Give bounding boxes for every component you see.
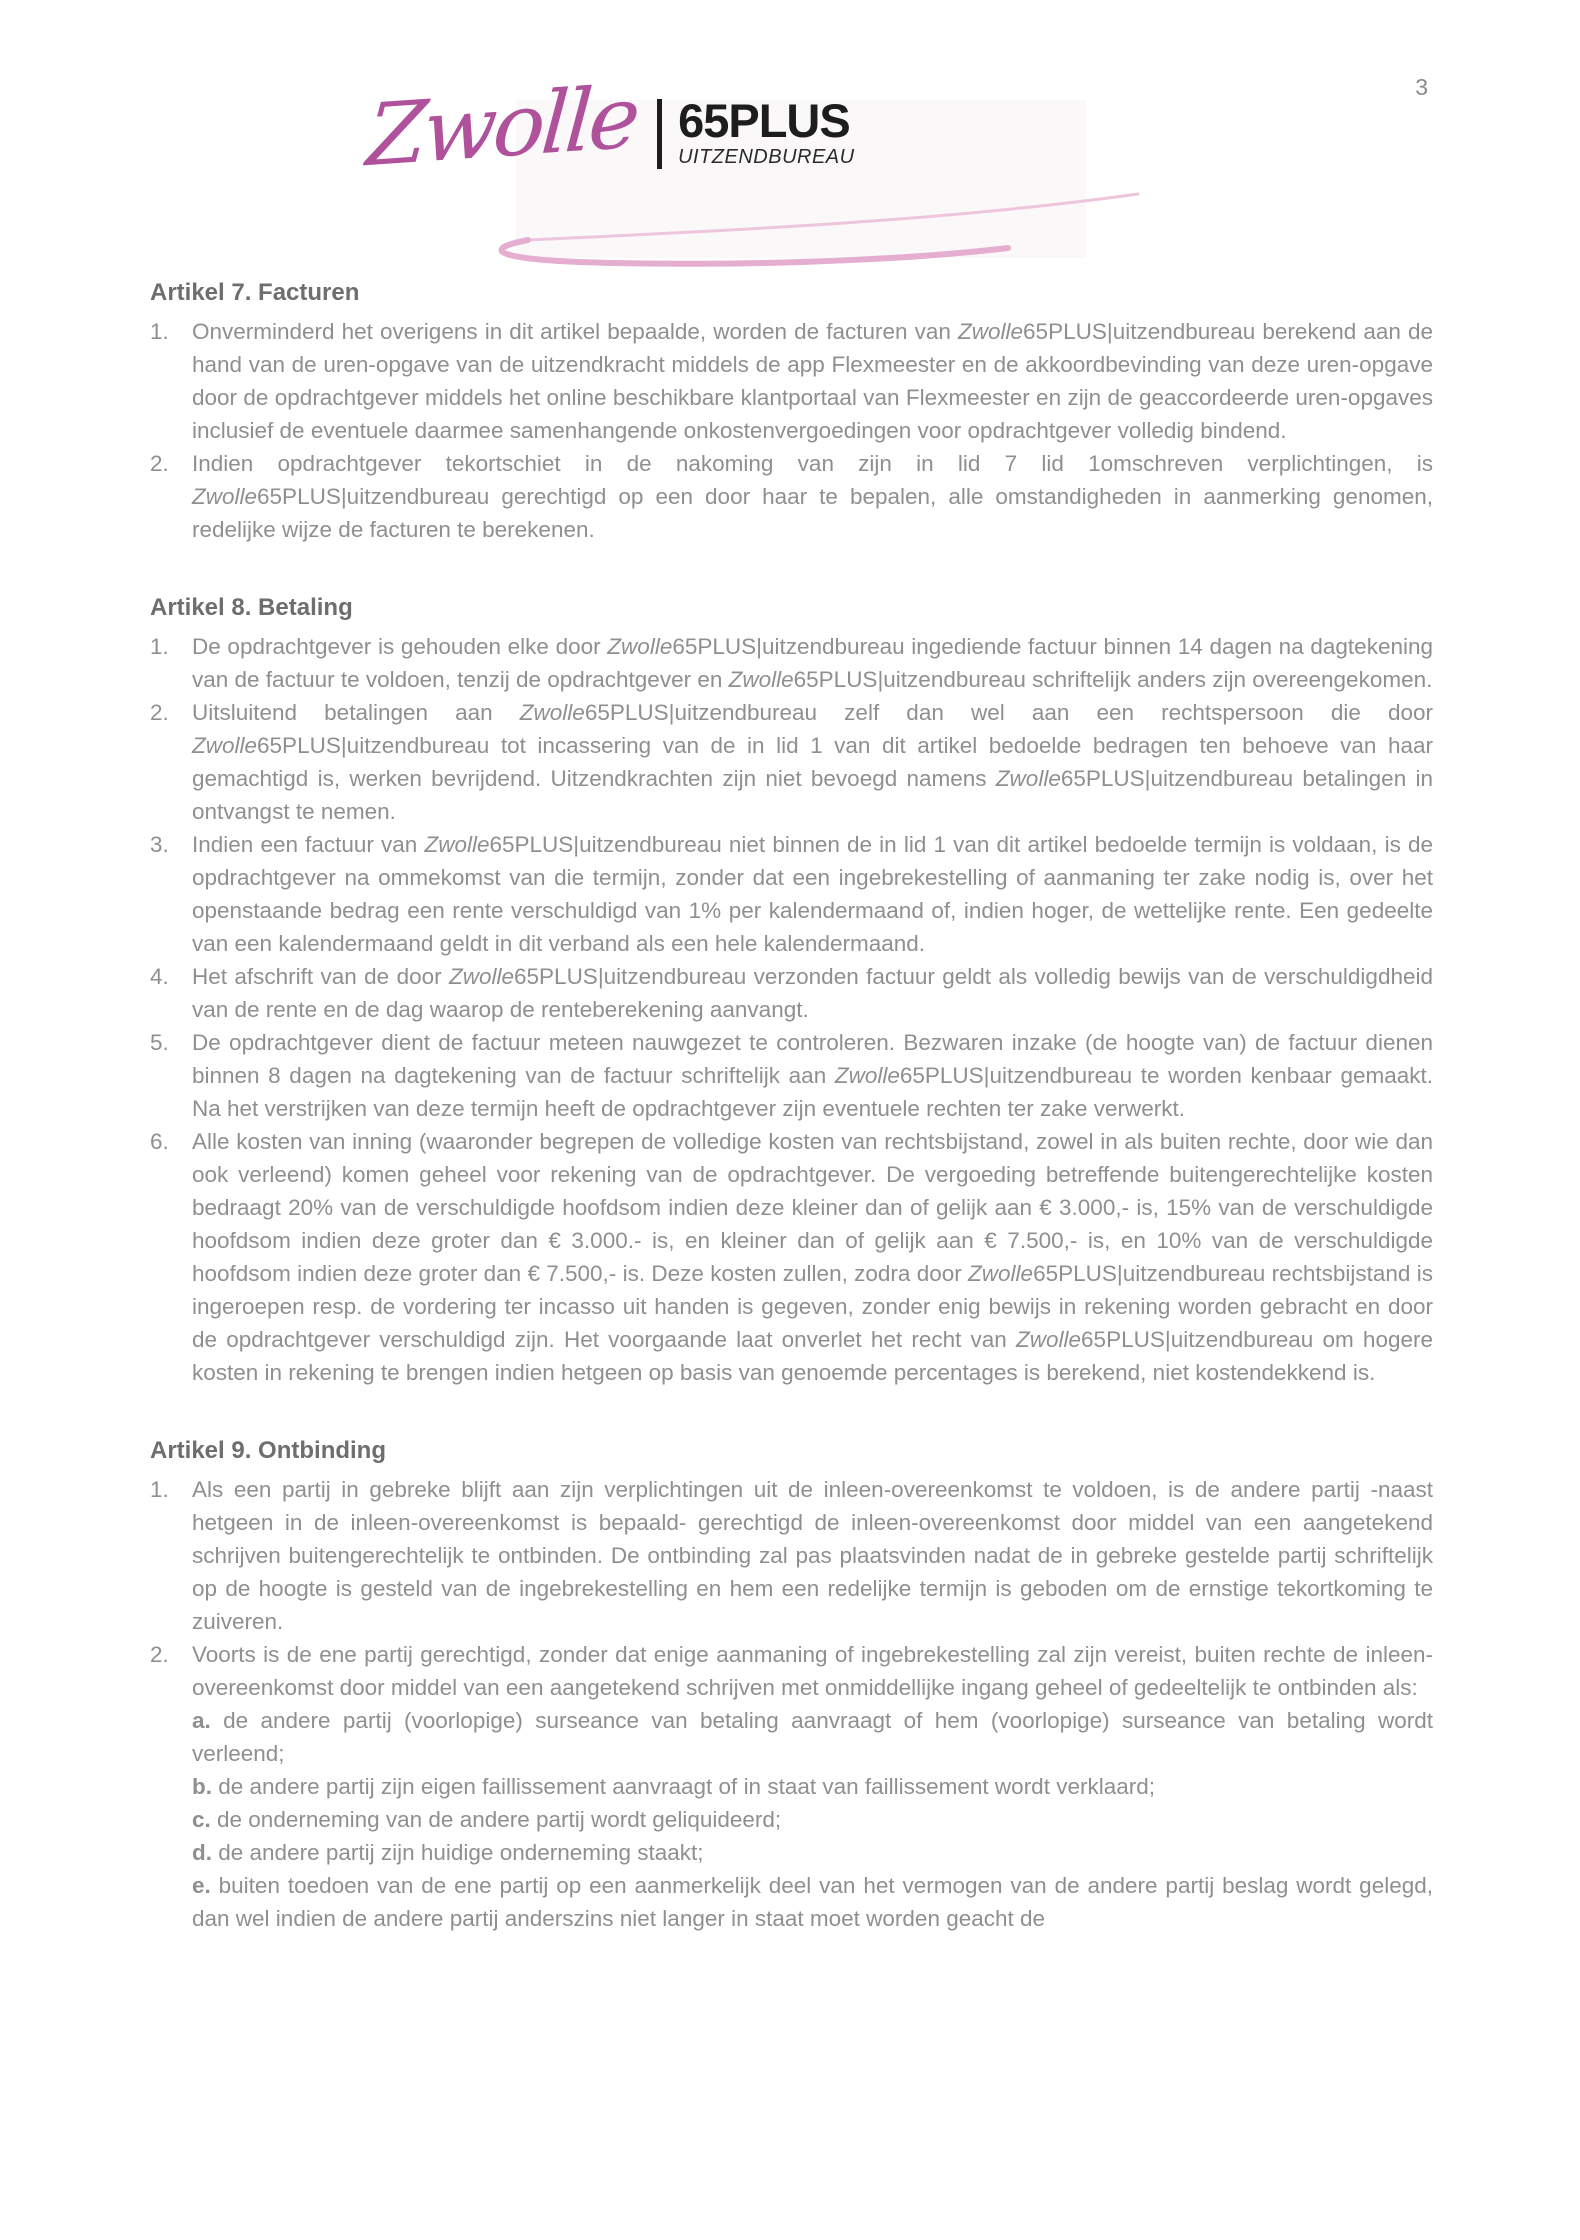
item-paragraph: De opdrachtgever dient de factuur meteen nauwgezet te controleren. Bezwaren inzake (de hoogte van) de factuur dienen binnen 8 dagen na dagtekening van de factuur schriftelijk aan Zwolle65PLUS|uitzendbureau te worden kenbaar gemaakt. Na het verstrijken van deze termijn heeft de opdrachtgever zijn eventuele rechten ter zake verwerkt. xyxy=(192,1030,1433,1121)
item-number: 1. xyxy=(150,1477,169,1502)
section-heading: Artikel 7. Facturen xyxy=(150,279,360,306)
logo-script-wordmark: Zwolle xyxy=(363,67,640,187)
logo-swoosh-icon xyxy=(468,182,1148,272)
item-paragraph: Alle kosten van inning (waaronder begrepen de volledige kosten van rechtsbijstand, zowel in als buiten rechte, door wie dan ook verleend) komen geheel voor rekening van de opdrachtgever. De vergoeding betreffende buitengerechtelijke kosten bedraagt 20% van de verschuldigde hoofdsom indien deze kleiner dan of gelijk aan € 3.000,- is, 15% van de verschuldigde hoofdsom indien deze groter dan € 3.000.- is, en kleiner dan of gelijk aan € 7.500,- is, en 10% van de verschuldigde hoofdsom indien deze groter dan € 7.500,- is. Deze kosten zullen, zodra door Zwolle65PLUS|uitzendbureau rechtsbijstand is ingeroepen resp. de vordering ter incasso uit handen is gegeven, zonder enig bewijs in rekening worden gebracht en door de opdrachtgever verschuldigd zijn. Het voorgaande laat onverlet het recht van Zwolle65PLUS|uitzendbureau om hogere kosten in rekening te brengen indien hetgeen op basis van genoemde percentages is berekend, niet kostendekkend is. xyxy=(192,1129,1433,1385)
logo xyxy=(363,67,1108,260)
logo-row xyxy=(363,67,855,187)
list-item xyxy=(150,315,1433,447)
item-paragraph: De opdrachtgever is gehouden elke door Zwolle65PLUS|uitzendbureau ingediende factuur binnen 14 dagen na dagtekening van de factuur te voldoen, tenzij de opdrachtgever en Zwolle65PLUS|uitzendbureau schriftelijk anders zijn overeengekomen. xyxy=(192,634,1433,692)
item-paragraph: e. buiten toedoen van de ene partij op een aanmerkelijk deel van het vermogen van de andere partij beslag wordt gelegd, dan wel indien de andere partij anderszins niet langer in staat moet worden geacht de xyxy=(192,1873,1433,1931)
section-items xyxy=(150,315,1433,546)
list-item xyxy=(150,1473,1433,1638)
item-body xyxy=(192,696,1433,828)
section-heading: Artikel 9. Ontbinding xyxy=(150,1437,387,1464)
list-item xyxy=(150,960,1433,1026)
item-paragraph: Indien opdrachtgever tekortschiet in de nakoming van zijn in lid 7 lid 1omschreven verplichtingen, is Zwolle65PLUS|uitzendbureau gerechtigd op een door haar te bepalen, alle omstandigheden in aanmerking genomen, redelijke wijze de facturen te berekenen. xyxy=(192,451,1433,542)
list-item xyxy=(150,1638,1433,1935)
item-number: 1. xyxy=(150,319,169,344)
item-body xyxy=(192,1026,1433,1125)
item-body xyxy=(192,447,1433,546)
list-item xyxy=(150,1026,1433,1125)
item-number: 2. xyxy=(150,700,169,725)
item-paragraph: a. de andere partij (voorlopige) surseance van betaling aanvraagt of hem (voorlopige) surseance van betaling wordt verleend; xyxy=(192,1708,1433,1766)
logo-text-block xyxy=(678,93,855,170)
item-body xyxy=(192,1473,1433,1638)
list-item xyxy=(150,696,1433,828)
item-paragraph: Als een partij in gebreke blijft aan zijn verplichtingen uit de inleen-overeenkomst te voldoen, is de andere partij -naast hetgeen in de inleen-overeenkomst is bepaald- gerechtigd de inleen-overeenkomst door middel van een aangetekend schrijven buitengerechtelijk te ontbinden. De ontbinding zal pas plaatsvinden nadat de in gebreke gestelde partij schriftelijk op de hoogte is gesteld van de ingebrekestelling en hem een redelijke termijn is geboden om de ernstige tekortkoming te zuiveren. xyxy=(192,1477,1433,1634)
list-item xyxy=(150,447,1433,546)
section-heading: Artikel 8. Betaling xyxy=(150,594,353,621)
item-number: 5. xyxy=(150,1030,169,1055)
list-item xyxy=(150,828,1433,960)
item-body xyxy=(192,630,1433,696)
item-number: 4. xyxy=(150,964,169,989)
article-section xyxy=(150,276,1433,546)
item-number: 1. xyxy=(150,634,169,659)
item-number: 2. xyxy=(150,451,169,476)
item-body xyxy=(192,1125,1433,1389)
article-section xyxy=(150,1434,1433,1935)
item-paragraph: Indien een factuur van Zwolle65PLUS|uitzendbureau niet binnen de in lid 1 van dit artikel bedoelde termijn is voldaan, is de opdrachtgever na ommekomst van die termijn, zonder dat een ingebrekestelling of aanmaning ter zake nodig is, over het openstaande bedrag een rente verschuldigd van 1% per kalendermaand of, indien hoger, de wettelijke rente. Een gedeelte van een kalendermaand geldt in dit verband als een hele kalendermaand. xyxy=(192,832,1433,956)
logo-subtitle-text: UITZENDBUREAU xyxy=(678,146,855,169)
item-paragraph: c. de onderneming van de andere partij wordt geliquideerd; xyxy=(192,1807,782,1832)
logo-brand-text: 65PLUS xyxy=(678,93,850,147)
item-number: 6. xyxy=(150,1129,169,1154)
section-items xyxy=(150,1473,1433,1935)
item-number: 3. xyxy=(150,832,169,857)
document-body xyxy=(150,276,1433,1980)
item-paragraph: Voorts is de ene partij gerechtigd, zonder dat enige aanmaning of ingebrekestelling zal zijn vereist, buiten rechte de inleen-overeenkomst door middel van een aangetekend schrijven met onmiddellijke ingang geheel of gedeeltelijk te ontbinden als: xyxy=(192,1642,1433,1700)
item-paragraph: Het afschrift van de door Zwolle65PLUS|uitzendbureau verzonden factuur geldt als volledig bewijs van de verschuldigdheid van de rente en de dag waarop de renteberekening aanvangt. xyxy=(192,964,1434,1022)
list-item xyxy=(150,630,1433,696)
list-item xyxy=(150,1125,1433,1389)
article-section xyxy=(150,591,1433,1389)
item-body xyxy=(192,960,1433,1026)
item-number: 2. xyxy=(150,1642,169,1667)
item-body xyxy=(192,1638,1433,1935)
item-paragraph: b. de andere partij zijn eigen faillissement aanvraagt of in staat van faillissement wordt verklaard; xyxy=(192,1774,1155,1799)
item-paragraph: Uitsluitend betalingen aan Zwolle65PLUS|uitzendbureau zelf dan wel aan een rechtspersoon die door Zwolle65PLUS|uitzendbureau tot incassering van de in lid 1 van dit artikel bedoelde bedragen ten behoeve van haar gemachtigd is, werken bevrijdend. Uitzendkrachten zijn niet bevoegd namens Zwolle65PLUS|uitzendbureau betalingen in ontvangst te nemen. xyxy=(192,700,1433,824)
logo-divider xyxy=(657,99,662,169)
item-paragraph: Onverminderd het overigens in dit artikel bepaalde, worden de facturen van Zwolle65PLUS|uitzendbureau berekend aan de hand van de uren-opgave van de uitzendkracht middels de app Flexmeester en de akkoordbevinding van deze uren-opgave door de opdrachtgever middels het online beschikbare klantportaal van Flexmeester en zijn de geaccordeerde uren-opgaves inclusief de eventuele daarmee samenhangende onkostenvergoedingen voor opdrachtgever volledig bindend. xyxy=(192,319,1433,443)
section-items xyxy=(150,630,1433,1389)
item-body xyxy=(192,828,1433,960)
item-paragraph: d. de andere partij zijn huidige onderneming staakt; xyxy=(192,1840,704,1865)
item-body xyxy=(192,315,1433,447)
page-number: 3 xyxy=(1415,74,1428,100)
